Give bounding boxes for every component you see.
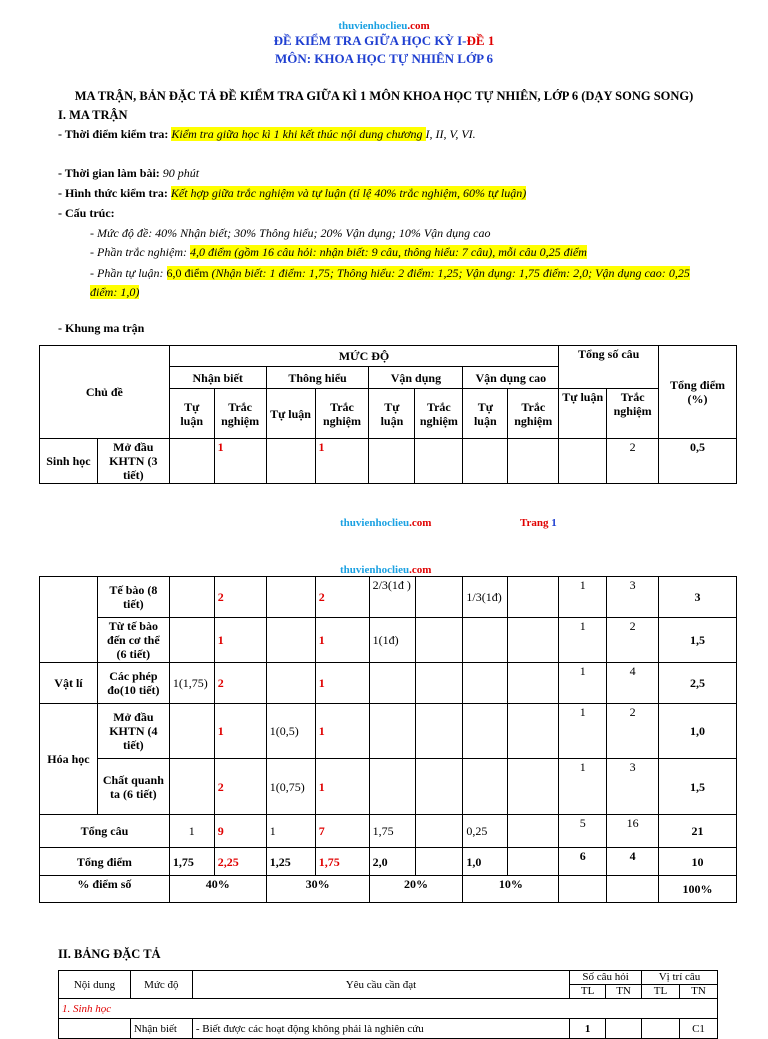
value-cell: 2 bbox=[607, 439, 659, 484]
tl-header: TL bbox=[570, 985, 606, 999]
subject-cell: Vật lí bbox=[40, 663, 98, 704]
value-cell: 2/3(1đ ) bbox=[369, 577, 415, 618]
tn-header: TN bbox=[679, 985, 717, 999]
tl-header: Tự luận bbox=[559, 389, 607, 439]
tn-header: Trắc nghiệm bbox=[508, 389, 559, 439]
value-cell: 5 bbox=[559, 815, 607, 848]
tl-header: TL bbox=[642, 985, 680, 999]
value-cell: 1,75 bbox=[369, 815, 415, 848]
value-cell: 1/3(1đ) bbox=[463, 577, 508, 618]
section2-title: II. BẢNG ĐẶC TẢ bbox=[58, 947, 161, 961]
tn-header: Trắc nghiệm bbox=[315, 389, 369, 439]
score-cell: 1,0 bbox=[659, 704, 737, 759]
value-cell: 1(1,75) bbox=[169, 663, 214, 704]
count-header: Số câu hỏi bbox=[570, 971, 642, 985]
value-cell: 2 bbox=[315, 577, 369, 618]
topic-cell: Mở đầu KHTN (4 tiết) bbox=[97, 704, 169, 759]
value-cell: 1 bbox=[214, 618, 266, 663]
value-cell: 1,75 bbox=[315, 848, 369, 876]
value-cell: 4 bbox=[607, 663, 659, 704]
page-number: Trang 1 bbox=[520, 517, 557, 529]
exam-time-line: - Thời điểm kiểm tra: Kiểm tra giữa học kì 1 khi kết thúc nội dung chương I, II, V, VI. bbox=[58, 127, 476, 141]
tl-header: Tự luận bbox=[169, 389, 214, 439]
vdc-header: Vận dụng cao bbox=[463, 367, 559, 389]
th-header: Thông hiểu bbox=[266, 367, 369, 389]
value-cell: 1,0 bbox=[463, 848, 508, 876]
value-cell: 1 bbox=[559, 704, 607, 759]
value-cell: 0,25 bbox=[463, 815, 508, 848]
nb-header: Nhận biết bbox=[169, 367, 266, 389]
structure-label: - Cấu trúc: bbox=[58, 206, 115, 220]
level-header: MỨC ĐỘ bbox=[169, 346, 559, 367]
frame-label: - Khung ma trận bbox=[58, 321, 145, 335]
percent-cell: 10% bbox=[463, 876, 559, 903]
value-cell: 1 bbox=[315, 618, 369, 663]
value-cell: 1 bbox=[559, 618, 607, 663]
total-questions-header: Tổng số câu bbox=[559, 346, 659, 367]
vd-header: Vận dụng bbox=[369, 367, 463, 389]
tn-header: Trắc nghiệm bbox=[415, 389, 463, 439]
position-header: Vị trí câu bbox=[642, 971, 718, 985]
value-cell: 2 bbox=[607, 618, 659, 663]
level-header: Mức độ bbox=[130, 971, 192, 999]
total-score-label: Tổng điểm bbox=[40, 848, 170, 876]
page2-watermark: thuvienhoclieu.com bbox=[340, 564, 432, 576]
value-cell: 4 bbox=[607, 848, 659, 876]
topic-cell: Tế bào (8 tiết) bbox=[97, 577, 169, 618]
tn-header: Trắc nghiệm bbox=[214, 389, 266, 439]
tl-header: Tự luận bbox=[369, 389, 415, 439]
spec-table bbox=[58, 970, 718, 1039]
value-cell: 7 bbox=[315, 815, 369, 848]
value-cell: 1 bbox=[315, 704, 369, 759]
score-cell: 100% bbox=[659, 876, 737, 903]
mc-line: - Phần trắc nghiệm: 4,0 điểm (gồm 16 câu hỏi: nhận biết: 9 câu, thông hiểu: 7 câu), mỗi câu 0,25 điểm bbox=[90, 245, 587, 259]
value-cell: 16 bbox=[607, 815, 659, 848]
essay-line: - Phần tự luận: 6,0 điểm (Nhận biết: 1 điểm: 1,75; Thông hiểu: 2 điểm: 1,25; Vận dụng: 1,75 điểm: 2,0; Vận dụng cao: 0,25 điểm: 1,0) bbox=[90, 266, 690, 299]
value-cell: 2 bbox=[214, 759, 266, 815]
value-cell: 1(0,5) bbox=[266, 704, 315, 759]
value-cell: 1 bbox=[315, 759, 369, 815]
position-cell: C1 bbox=[679, 1019, 717, 1039]
site-watermark: thuvienhoclieu.com bbox=[338, 20, 430, 32]
matrix-table-part2 bbox=[39, 576, 737, 903]
requirement-cell: - Biết được các hoạt động không phải là nghiên cứu bbox=[192, 1019, 569, 1039]
score-cell: 3 bbox=[659, 577, 737, 618]
section1-title: I. MA TRẬN bbox=[58, 108, 128, 122]
tn-header: TN bbox=[606, 985, 642, 999]
value-cell: 1 bbox=[214, 439, 266, 484]
percent-cell: 40% bbox=[169, 876, 266, 903]
value-cell: 1 bbox=[559, 577, 607, 618]
total-score-header: Tổng điểm (%) bbox=[659, 346, 737, 439]
level-line: - Mức độ đề: 40% Nhận biết; 30% Thông hiểu; 20% Vận dụng; 10% Vận dụng cao bbox=[90, 226, 491, 240]
topic-cell: Chất quanh ta (6 tiết) bbox=[97, 759, 169, 815]
percent-cell: 20% bbox=[369, 876, 463, 903]
value-cell: 1 bbox=[315, 439, 369, 484]
value-cell: 1 bbox=[559, 663, 607, 704]
value-cell: 1 bbox=[315, 663, 369, 704]
score-cell: 2,5 bbox=[659, 663, 737, 704]
exam-form-line: - Hình thức kiểm tra: Kết hợp giữa trắc nghiệm và tự luận (tỉ lệ 40% trắc nghiệm, 60% tự luận) bbox=[58, 186, 527, 200]
score-cell: 1,5 bbox=[659, 759, 737, 815]
level-cell: Nhận biết bbox=[130, 1019, 192, 1039]
value-cell: 1 bbox=[559, 759, 607, 815]
value-cell: 9 bbox=[214, 815, 266, 848]
subject-cell: Sinh học bbox=[40, 439, 98, 484]
percent-cell: 30% bbox=[266, 876, 369, 903]
value-cell: 2 bbox=[214, 577, 266, 618]
tn-header: Trắc nghiệm bbox=[607, 389, 659, 439]
score-cell: 0,5 bbox=[659, 439, 737, 484]
value-cell: 3 bbox=[607, 759, 659, 815]
value-cell: 1 bbox=[266, 815, 315, 848]
tl-header: Tự luận bbox=[266, 389, 315, 439]
value-cell: 3 bbox=[607, 577, 659, 618]
requirement-header: Yêu cầu cần đạt bbox=[192, 971, 569, 999]
value-cell: 2,25 bbox=[214, 848, 266, 876]
subject-cell: Hóa học bbox=[40, 704, 98, 815]
content-header: Nội dung bbox=[59, 971, 131, 999]
tl-header: Tự luận bbox=[463, 389, 508, 439]
value-cell: 2 bbox=[607, 704, 659, 759]
score-cell: 1,5 bbox=[659, 618, 737, 663]
value-cell: 1(0,75) bbox=[266, 759, 315, 815]
topic-header: Chủ đề bbox=[40, 346, 170, 439]
count-cell: 1 bbox=[570, 1019, 606, 1039]
topic-cell: Từ tế bào đến cơ thể (6 tiết) bbox=[97, 618, 169, 663]
value-cell: 1,75 bbox=[169, 848, 214, 876]
topic-cell: Mở đầu KHTN (3 tiết) bbox=[97, 439, 169, 484]
matrix-heading: MA TRẬN, BẢN ĐẶC TẢ ĐỀ KIỂM TRA GIỮA KÌ 1 MÔN KHOA HỌC TỰ NHIÊN, LỚP 6 (DẠY SONG SONG) bbox=[74, 89, 694, 103]
exam-subject: MÔN: KHOA HỌC TỰ NHIÊN LỚP 6 bbox=[274, 51, 494, 66]
sinh-hoc-row: 1. Sinh học bbox=[59, 999, 718, 1019]
total-questions-label: Tổng câu bbox=[40, 815, 170, 848]
value-cell: 1 bbox=[169, 815, 214, 848]
score-cell: 10 bbox=[659, 848, 737, 876]
value-cell: 1(1đ) bbox=[369, 618, 415, 663]
value-cell: 6 bbox=[559, 848, 607, 876]
value-cell: 1,25 bbox=[266, 848, 315, 876]
score-cell: 21 bbox=[659, 815, 737, 848]
duration-line: - Thời gian làm bài: 90 phút bbox=[58, 166, 200, 180]
exam-title: ĐỀ KIỂM TRA GIỮA HỌC KỲ I-ĐỀ 1 bbox=[273, 33, 495, 48]
footer-watermark: thuvienhoclieu.com bbox=[340, 517, 432, 529]
topic-cell: Các phép đo(10 tiết) bbox=[97, 663, 169, 704]
value-cell: 1 bbox=[214, 704, 266, 759]
value-cell: 2,0 bbox=[369, 848, 415, 876]
percent-label: % điểm số bbox=[40, 876, 170, 903]
matrix-table-part1 bbox=[39, 345, 737, 484]
value-cell: 2 bbox=[214, 663, 266, 704]
